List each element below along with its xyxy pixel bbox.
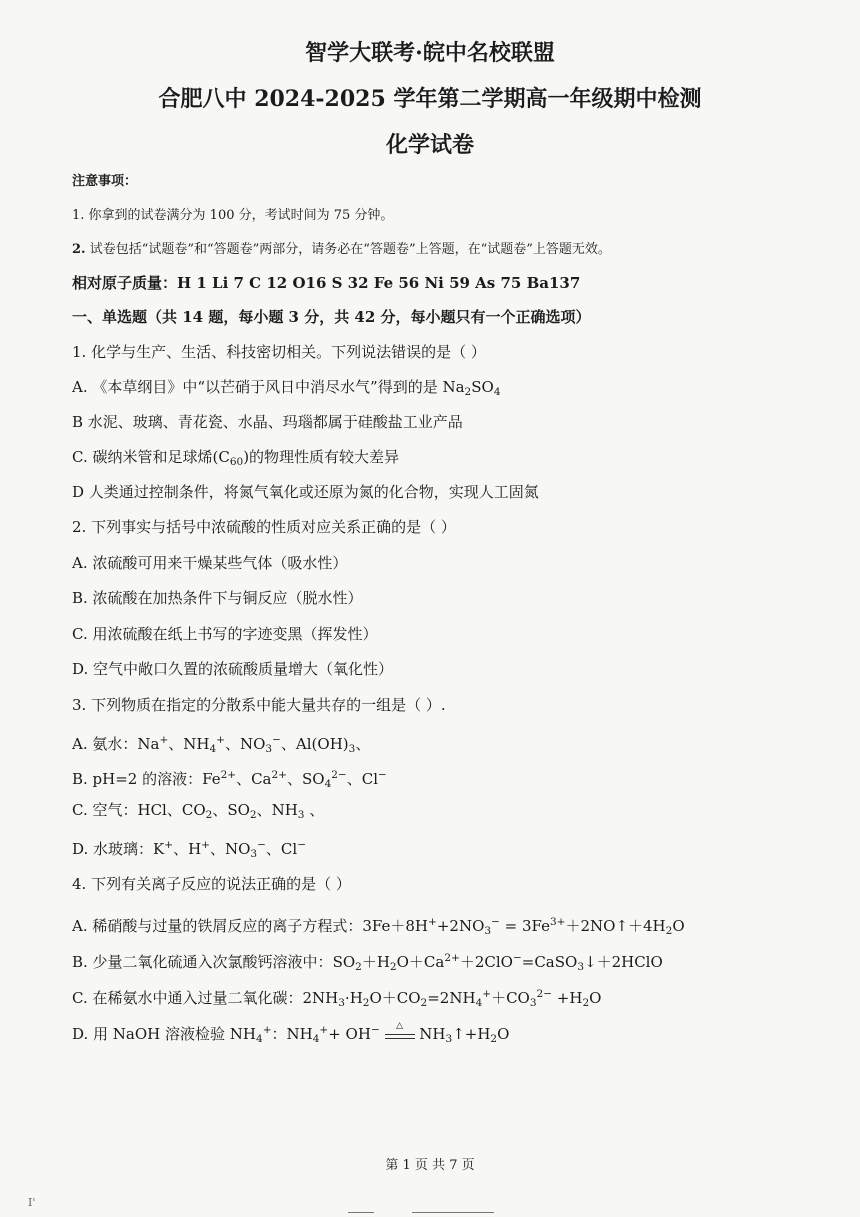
q4-option-a: A. 稀硝酸与过量的铁屑反应的离子方程式：$3Fe+8H^++2NO_3^-$ = $3Fe^{3+}+2NO↑+4H_2O$ (72, 916, 685, 937)
scan-artifact-line (412, 1212, 494, 1213)
q4-stem: 4. 下列有关离子反应的说法正确的是（ ） (72, 875, 351, 893)
scan-artifact-line (348, 1212, 374, 1213)
q4-option-d: D. 用 NaOH 溶液检验 $NH_4^+$：$NH_4^++ OH^-$ △ $NH_3↑+H_2O$ (72, 1021, 510, 1045)
q1-option-a: A. 《本草纲目》中“以芒硝于风日中消尽水气”得到的是 $Na_2SO_4$ (72, 378, 501, 398)
q3-option-b: B. pH=2 的溶液：$Fe^{2+}$、$Ca^{2+}$、$SO_4^{2-}$、Cl− (72, 769, 387, 790)
exam-header-title: 智学大联考·皖中名校联盟 (305, 40, 555, 66)
heating-equals-sign: △ (385, 1028, 415, 1039)
q3-stem: 3. 下列物质在指定的分散系中能大量共存的一组是（ ）. (72, 696, 446, 714)
q2-option-a: A. 浓硫酸可用来干燥某些气体（吸水性） (72, 554, 348, 572)
q2-option-b: B. 浓硫酸在加热条件下与铜反应（脱水性） (72, 589, 363, 607)
q3-option-d: D. 水玻璃：K+、H+、$NO_3^-$、Cl− (72, 839, 306, 860)
notes-item-1: 1. 你拿到的试卷满分为 100 分，考试时间为 75 分钟。 (72, 208, 394, 223)
exam-subject-title: 化学试卷 (385, 132, 474, 158)
page-footer: 第 1 页 共 7 页 (385, 1158, 475, 1173)
q3-option-a: A. 氨水：Na+、$NH_4^+$、$NO_3^-$、$Al(OH)_3$、 (72, 734, 371, 755)
q1-option-b: B 水泥、玻璃、青花瓷、水晶、玛瑙都属于硅酸盐工业产品 (72, 413, 463, 431)
q1-stem: 1. 化学与生产、生活、科技密切相关。下列说法错误的是（ ） (72, 343, 486, 361)
notes-heading: 注意事项： (72, 174, 138, 189)
section-heading: 一、单选题（共 14 题，每小题 3 分，共 42 分，每小题只有一个正确选项） (72, 308, 591, 326)
scan-mark: I' (28, 1196, 36, 1209)
q2-option-c: C. 用浓硫酸在纸上书写的字迹变黑（挥发性） (72, 625, 378, 643)
q2-option-d: D. 空气中敞口久置的浓硫酸质量增大（氧化性） (72, 660, 394, 678)
q1-option-d: D 人类通过控制条件，将氮气氧化或还原为氮的化合物，实现人工固氮 (72, 483, 539, 501)
q4-option-b: B. 少量二氧化硫通入次氯酸钙溶液中：$SO_2+H_2O+Ca^{2+}+2ClO^-=CaSO_3↓+2HClO$ (72, 952, 663, 973)
exam-school-title: 合肥八中 2024-2025 学年第二学期高一年级期中检测 (158, 86, 702, 112)
notes-item-2: 2. 试卷包括“试题卷”和“答题卷”两部分，请务必在“答题卷”上答题，在“试题卷”上答题无效。 (72, 242, 611, 257)
q4-option-c: C. 在稀氨水中通入过量二氧化碳：$2NH_3\cdot H_2O+CO_2=2NH_4^++CO_3^{2-} +H_2O$ (72, 988, 602, 1009)
q1-option-c: C. 碳纳米管和足球烯$(C_{60})$的物理性质有较大差异 (72, 448, 400, 468)
q3-option-c: C. 空气：HCl、$CO_2$、$SO_2$、$NH_3$ 、 (72, 801, 325, 821)
atomic-masses: 相对原子质量：H 1 Li 7 C 12 O16 S 32 Fe 56 Ni 59 As 75 Ba137 (72, 274, 581, 292)
q2-stem: 2. 下列事实与括号中浓硫酸的性质对应关系正确的是（ ） (72, 518, 456, 536)
